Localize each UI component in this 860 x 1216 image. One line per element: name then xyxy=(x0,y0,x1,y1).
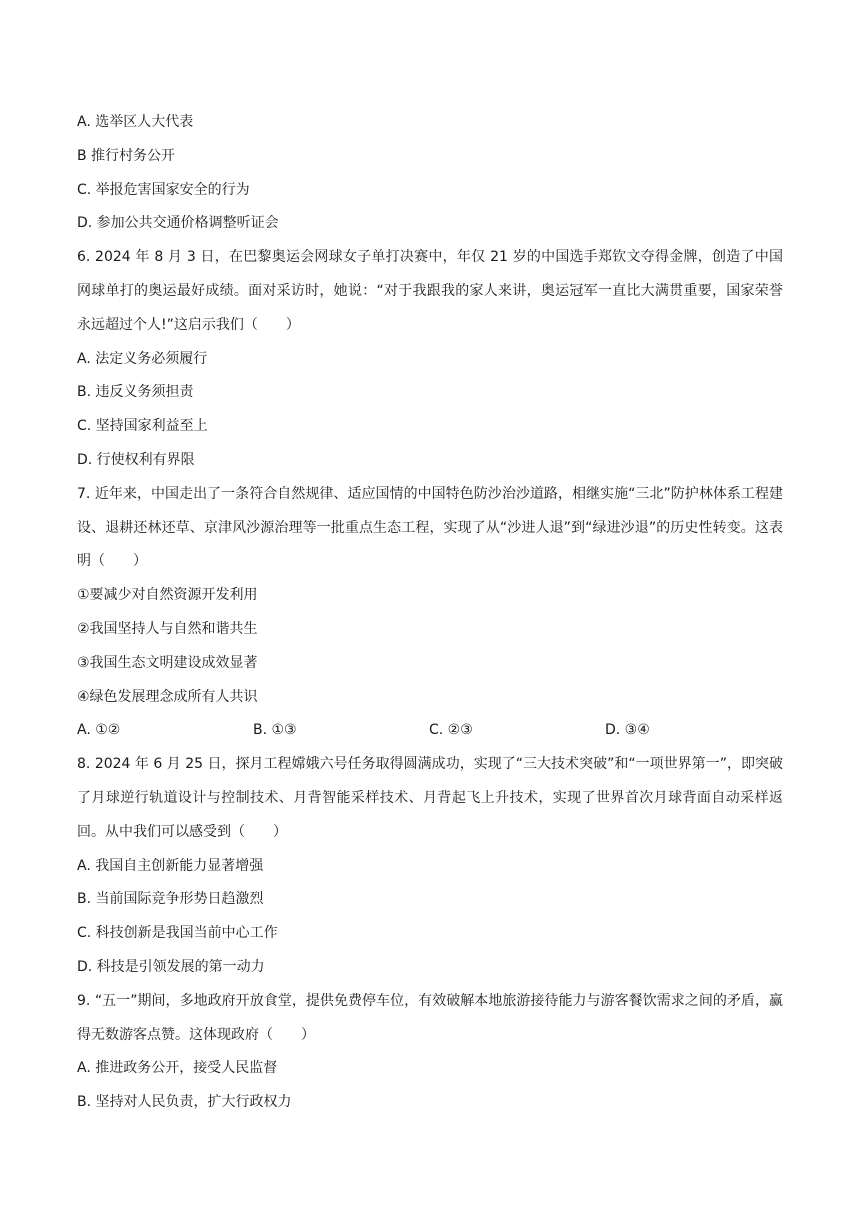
q7-statement-3: ③我国生态文明建设成效显著 xyxy=(77,654,258,671)
q7-statement-4: ④绿色发展理念成所有人共识 xyxy=(77,688,258,705)
q6-stem: 6. 2024 年 8 月 3 日，在巴黎奥运会网球女子单打决赛中，年仅 21 岁的中国选手郑钦文夺得金牌，创造了中国网球单打的奥运最好成绩。面对采访时，她说：“对于我跟我的家人来讲，奥运冠军一直比大满贯重要，国家荣誉永远超过个人!”这启示我们（ ） xyxy=(77,249,783,333)
question-5-options xyxy=(77,106,783,241)
q7-choice-c: C. ②③ xyxy=(429,722,473,739)
q8-option-a: A. 我国自主创新能力显著增强 xyxy=(77,857,264,874)
q7-statement-2: ②我国坚持人与自然和谐共生 xyxy=(77,620,258,637)
question-6 xyxy=(77,241,783,478)
question-9 xyxy=(77,985,783,1120)
q8-option-c: C. 科技创新是我国当前中心工作 xyxy=(77,925,278,942)
q9-option-a: A. 推进政务公开，接受人民监督 xyxy=(77,1060,278,1077)
q7-choice-b: B. ①③ xyxy=(253,722,297,739)
q8-option-d: D. 科技是引领发展的第一动力 xyxy=(77,958,265,975)
q7-statement-1: ①要减少对自然资源开发利用 xyxy=(77,587,258,604)
q7-choice-a: A. ①② xyxy=(77,722,121,739)
q5-option-c: C. 举报危害国家安全的行为 xyxy=(77,181,250,198)
q7-choice-d: D. ③④ xyxy=(605,722,650,739)
question-7 xyxy=(77,478,783,748)
q9-option-b: B. 坚持对人民负责，扩大行政权力 xyxy=(77,1094,292,1111)
q6-option-c: C. 坚持国家利益至上 xyxy=(77,418,208,435)
q7-stem: 7. 近年来，中国走出了一条符合自然规律、适应国情的中国特色防沙治沙道路，相继实施“三北”防护林体系工程建设、退耕还林还草、京津风沙源治理等一批重点生态工程，实现了从“沙进人退”到“绿进沙退”的历史性转变。这表明（ ） xyxy=(77,485,783,570)
q8-stem: 8. 2024 年 6 月 25 日，探月工程嫦娥六号任务取得圆满成功，实现了“三大技术突破”和“一项世界第一”，即突破了月球逆行轨道设计与控制技术、月背智能采样技术、月背起飞上升技术，实现了世界首次月球背面自动采样返回。从中我们可以感受到（ ） xyxy=(77,756,783,840)
q7-choices xyxy=(77,714,783,748)
q6-option-d: D. 行使权利有界限 xyxy=(77,451,195,468)
q6-option-b: B. 违反义务须担责 xyxy=(77,384,194,401)
q8-option-b: B. 当前国际竞争形势日趋激烈 xyxy=(77,891,264,908)
q5-option-b: B 推行村务公开 xyxy=(77,147,176,164)
exam-page xyxy=(77,106,783,1120)
q5-option-a: A. 选举区人大代表 xyxy=(77,114,194,130)
q6-option-a: A. 法定义务必须履行 xyxy=(77,350,208,367)
q5-option-d: D. 参加公共交通价格调整听证会 xyxy=(77,215,279,232)
question-8 xyxy=(77,748,783,985)
q9-stem: 9. “五一”期间，多地政府开放食堂，提供免费停车位，有效破解本地旅游接待能力与游客餐饮需求之间的矛盾，赢得无数游客点赞。这体现政府（ ） xyxy=(77,992,783,1043)
